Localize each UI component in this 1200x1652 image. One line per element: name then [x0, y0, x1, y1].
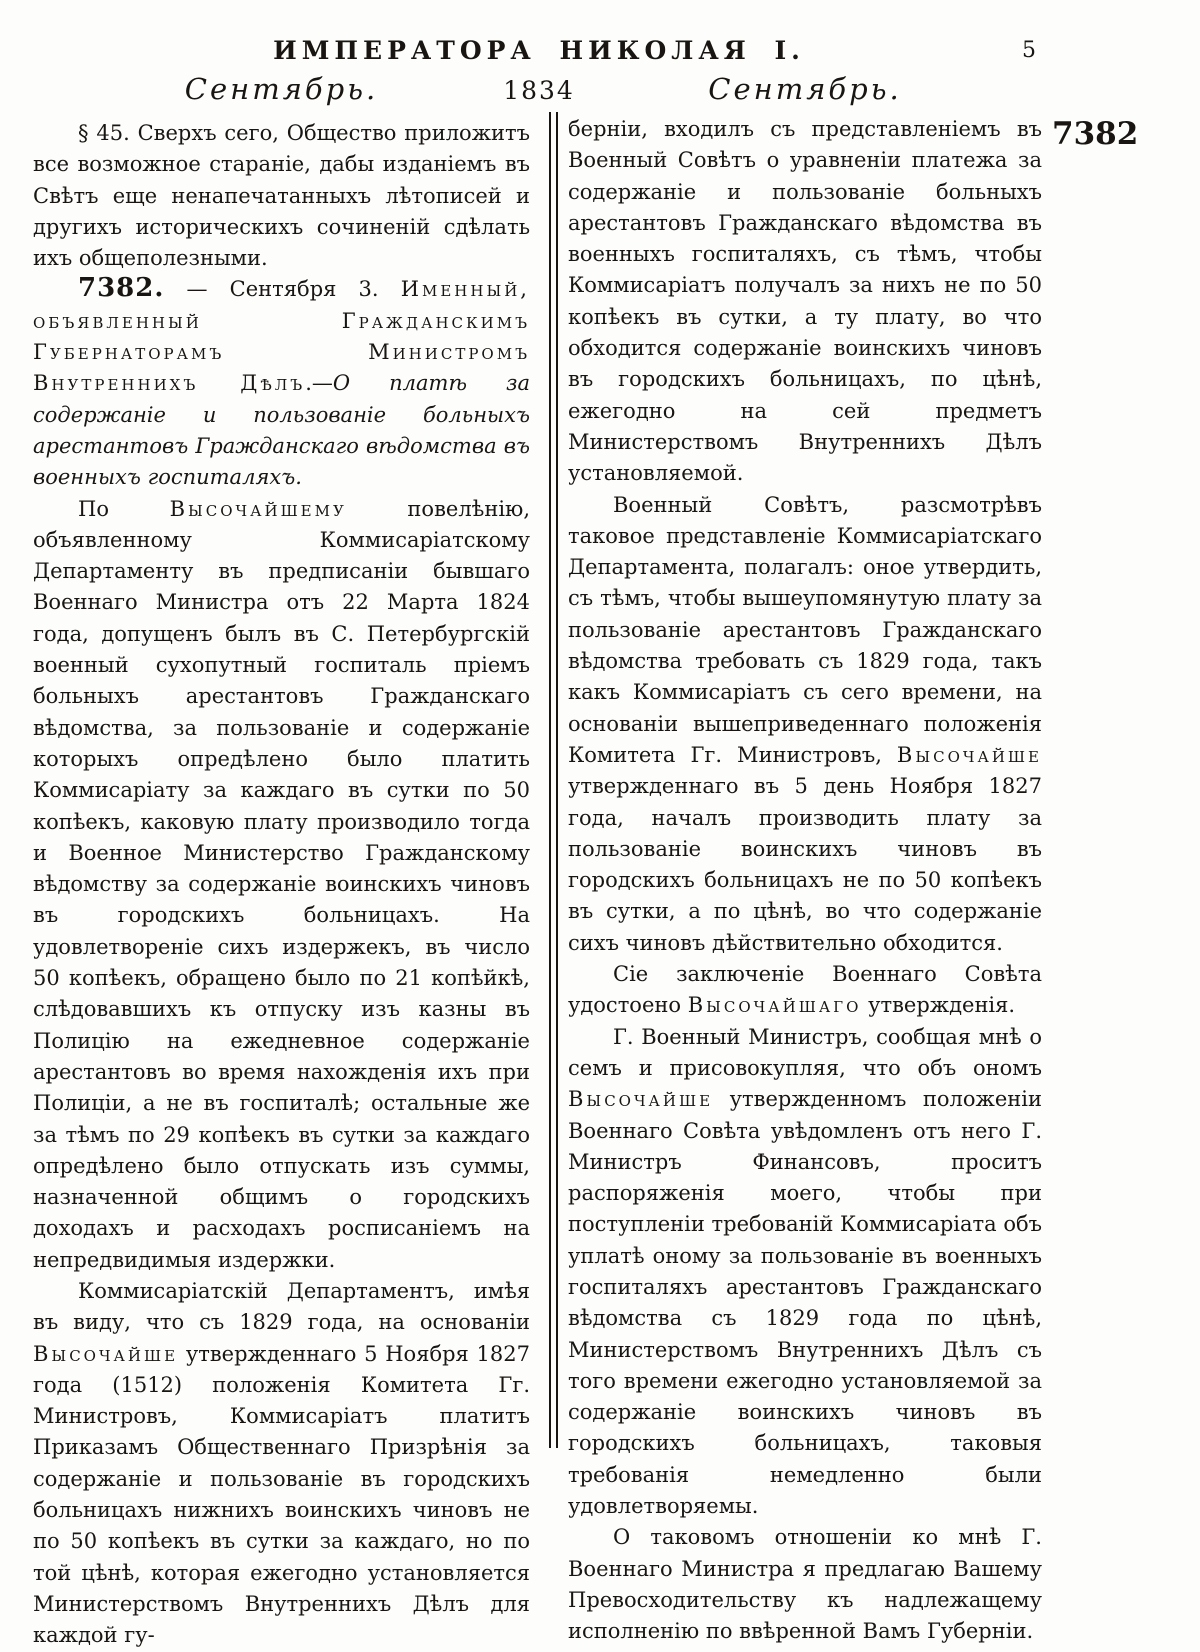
text-segment: утвержденія. — [861, 993, 1016, 1018]
text-segment: О платѣ за содержаніе и пользованіе больныхъ арестантовъ Гражданскаго вѣдомства въ военныхъ госпиталяхъ. — [33, 371, 530, 490]
paragraph — [568, 490, 1042, 959]
text-segment: Высочайше — [896, 742, 1042, 767]
text-segment: — Сентября 3. — [164, 277, 401, 302]
paragraph — [33, 274, 530, 493]
text-segment: Высочайше — [568, 1087, 714, 1112]
paragraph — [33, 1276, 530, 1652]
text-segment: берніи, входилъ съ представленіемъ въ Военный Совѣтъ о уравненіи платежа за содержаніе и пользованіе больныхъ арестантовъ Гражданскаго вѣдомства въ военныхъ госпиталяхъ, съ тѣмъ, чтобы Коммисаріатъ получалъ за нихъ не по 50 копѣекъ въ сутки, а ту плату, во что обходится содержаніе воинскихъ чиновъ въ городскихъ больницахъ, по цѣнѣ, ежегодно на сей предметъ Министерствомъ Внутреннихъ Дѣлъ установляемой. — [568, 117, 1042, 486]
text-segment: О таковомъ отношеніи ко мнѣ Г. Военнаго Министра я предлагаю Вашему Превосходительству къ надлежащему исполненію по ввѣренной Вамъ Губерніи. — [568, 1525, 1042, 1644]
paragraph — [33, 118, 530, 274]
text-column-left — [33, 118, 530, 1652]
text-segment: Военный Совѣтъ, разсмотрѣвъ таковое представленіе Коммисаріатскаго Департамента, полагалъ: оное утвердить, съ тѣмъ, чтобы вышеупомянутую плату за пользованіе арестантовъ Гражданскаго вѣдомства требовать съ 1829 года, такъ какъ Коммисаріатъ съ сего времени, на основаніи вышеприведеннаго положенія Комитета Гг. Министровъ, — [568, 492, 1042, 767]
text-segment: повелѣнію, объявленному Коммисаріатскому Департаменту въ предписаніи бывшаго Военнаго Министра отъ 22 Марта 1824 года, допущенъ былъ въ С. Петербургскій военный сухопутный госпиталь пріемъ больныхъ арестантовъ Гражданскаго вѣдомства, за пользованіе и содержаніе которыхъ опредѣлено было платить Коммисаріату за каждаго въ сутки по 50 копѣекъ, каковую плату производило тогда и Военное Министерство Гражданскому вѣдомству за содержаніе воинскихъ чиновъ въ городскихъ больницахъ. На удовлетвореніе сихъ издержекъ, въ число 50 копѣекъ, обращено было по 21 копѣйкѣ, слѣдовавшихъ къ отпуску изъ казны въ Полицію на ежедневное содержаніе арестантовъ во время нахожденія ихъ при Полиціи, а не въ госпиталѣ; остальные же за тѣмъ по 29 копѣекъ въ сутки за каждаго опредѣлено было отпускать изъ суммы, назначенной общимъ о городскихъ доходахъ и расходахъ росписаніемъ на непредвидимыя издержки. — [33, 496, 530, 1272]
text-segment: Высочайше — [33, 1341, 179, 1366]
text-segment: утвержденнаго въ 5 день Ноября 1827 года, началъ производить плату за пользованіе воинскихъ чиновъ въ городскихъ больницахъ не по 50 копѣекъ въ сутки, а по цѣнѣ, во что содержаніе сихъ чиновъ дѣйствительно обходится. — [568, 774, 1042, 955]
paragraph — [568, 959, 1042, 1022]
running-head-month-left: Сентябрь. — [184, 72, 379, 106]
paragraph — [568, 114, 1042, 490]
running-head-title: ИМПЕРАТОРА НИКОЛАЯ I. — [273, 36, 805, 65]
paragraph — [568, 1522, 1042, 1647]
text-segment: Высочайшему — [169, 496, 347, 521]
text-segment: 7382. — [78, 273, 165, 304]
running-head-year: 1834 — [503, 76, 575, 105]
text-column-right — [568, 114, 1042, 1648]
text-segment: Высочайшаго — [687, 993, 862, 1018]
paragraph — [568, 1022, 1042, 1523]
text-segment: По — [78, 496, 170, 521]
text-segment: утвержденномъ положеніи Военнаго Совѣта увѣдомленъ отъ него Г. Министръ Финансовъ, проситъ распоряженія моего, чтобы при поступленіи требованій Коммисаріата объ уплатѣ оному за пользованіе въ военныхъ госпиталяхъ арестантовъ Гражданскаго вѣдомства съ 1829 года по цѣнѣ, Министерствомъ Внутреннихъ Дѣлъ съ того времени ежегодно установляемой за содержаніе воинскихъ чиновъ въ городскихъ больницахъ, таковыя требованія немедленно были удовлетворяемы. — [568, 1087, 1043, 1519]
text-segment: .— — [305, 371, 333, 396]
page-number: 5 — [1022, 38, 1036, 63]
text-segment: § 45. Сверхъ сего, Общество приложитъ все возможное стараніе, дабы изданіемъ въ Свѣтъ еще ненапечатанныхъ лѣтописей и другихъ историческихъ сочиненій сдѣлать ихъ общеполезными. — [33, 121, 530, 271]
text-segment: Сіе заключеніе Военнаго Совѣта удостоено — [568, 962, 1042, 1018]
running-head-month-right: Сентябрь. — [708, 72, 902, 106]
paragraph — [33, 494, 530, 1276]
margin-act-number: 7382 — [1052, 116, 1139, 152]
text-segment: Г. Военный Министръ, сообщая мнѣ о семъ и присовокупляя, что объ ономъ — [568, 1024, 1042, 1080]
column-divider-rule — [549, 112, 558, 1448]
text-segment: утвержденнаго 5 Ноября 1827 года (1512) положенія Комитета Гг. Министровъ, Коммисаріатъ платитъ Приказамъ Общественнаго Призрѣнія за содержаніе и пользованіе въ городскихъ больницахъ нижнихъ воинскихъ чиновъ не по 50 копѣекъ въ сутки за каждаго, но по той цѣнѣ, которая ежегодно установляется Министерствомъ Внутреннихъ Дѣлъ для каждой гу- — [33, 1341, 530, 1648]
text-segment: Коммисаріатскій Департаментъ, имѣя въ виду, что съ 1829 года, на основаніи — [33, 1278, 530, 1335]
text-segment: Именный, объявленный Гражданскимъ Губернаторамъ Министромъ Внутреннихъ Дѣлъ — [33, 277, 530, 396]
